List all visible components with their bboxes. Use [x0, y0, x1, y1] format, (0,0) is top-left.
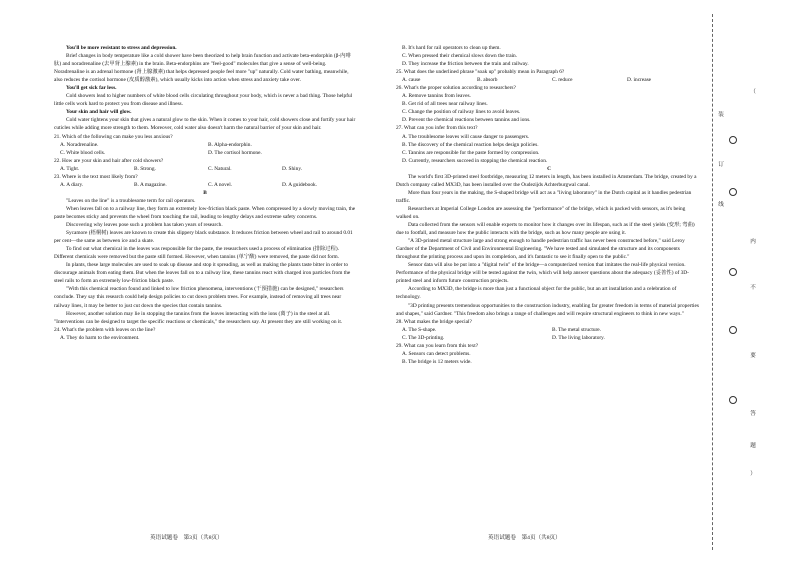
option: D. A guidebook.	[282, 181, 318, 188]
passage-label: C	[547, 165, 551, 172]
option: B. The discovery of the chemical reaction helps design policies.	[402, 141, 539, 148]
binding-line	[712, 14, 714, 550]
option-row	[396, 326, 702, 334]
footer-right: 英语试题卷 第4页（共8页）	[488, 535, 561, 541]
paragraph: Sensor data will also be put into a "digital twin" of the bridge—a computerized version that imitates the real-life physical version. Performance of the physical bridge will be tested against the twin, which will help answer questions about the adequacy (妥善性) of 3D-printed steel and inform future construction projects.	[396, 262, 689, 285]
paragraph: Researchers at Imperial College London are assessing the "performance" of the bridge, which is packed with sensors, as it's being walked on.	[396, 205, 686, 220]
binding-hole-circle	[729, 326, 737, 334]
option: B. absorb	[477, 77, 498, 84]
passage-label: B	[203, 189, 207, 196]
question: 21. Which of the following can make you less anxious?	[54, 133, 173, 140]
left-column	[54, 44, 356, 342]
binding-label-1: 装	[718, 112, 724, 118]
option: A. Tight.	[60, 165, 80, 172]
option: A. Remove tannins from leaves.	[402, 93, 471, 100]
option: D. The cortisol hormone.	[208, 149, 262, 156]
option-row	[54, 165, 356, 173]
option: D. increase	[627, 77, 652, 84]
margin-note-char: 答	[750, 411, 756, 417]
binding-hole-circle	[729, 136, 737, 144]
option: B. The metal structure.	[552, 326, 602, 333]
margin-note-char: 不	[750, 285, 756, 291]
option-row	[396, 76, 702, 84]
question: 25. What does the underlined phrase "soak up" probably mean in Paragraph 6?	[396, 69, 565, 76]
paragraph: More than four years in the making, the S-shaped bridge will act as a "living laboratory" in the Dutch capital as it handles pedestrian traffic.	[396, 189, 692, 204]
option: C. The 3D-printing.	[402, 334, 445, 341]
option: A. A diary.	[60, 181, 84, 188]
option: C. reduce	[552, 77, 573, 84]
option: A. Noradrenaline.	[60, 141, 99, 148]
binding-hole-circle	[729, 396, 737, 404]
paragraph: Sycamore (梧桐树) leaves are known to create this slippery black substance. It reduces friction between wheel and rail to around 0.01 per cent—the same as between ice and a skate.	[54, 230, 353, 245]
question: 23. Where is the text most likely from?	[54, 173, 138, 180]
paragraph: "With this chemical reaction found and linked to low friction phenomena, interventions (干预措施) can be designed," researchers conclude. They say this research could help design policies to cut down problem trees. For example, instead of removing all trees near railway lines, it may be better to just cut down the species that contain tannins.	[54, 286, 344, 309]
question: 29. What can you learn from this text?	[396, 342, 479, 349]
option: A. cause	[402, 77, 421, 84]
option: B. A magazine.	[134, 181, 167, 188]
option: D. They increase the friction between the train and railway.	[402, 61, 529, 68]
section-heading: You'll get sick far less.	[66, 85, 117, 92]
option: A. Sensors can detect problems.	[402, 350, 471, 357]
margin-note-char: 要	[750, 353, 756, 359]
option: A. The S-shape.	[402, 326, 437, 333]
paragraph: According to MX3D, the bridge is more than just a functional object for the public, but an art installation and a celebration of technology.	[396, 286, 677, 301]
paragraph: In plants, these large molecules are used to soak up disease and stop it spreading, as well as making the plants taste bitter in order to discourage animals from eating them. But when the leaves fall on to a railway line, these tannins react with charged iron particles from the steel rails to form an extremely low-friction black paste.	[54, 262, 351, 285]
question: 28. What makes the bridge special?	[396, 318, 472, 325]
paragraph: However, another solution may lie in stopping the tannins from the leaves interacting with the ions (离子) in the steel at all. "Interventions can be designed to target the specific reactions or chemicals," the researchers say. At present they are still working on it.	[54, 310, 343, 325]
option: C. A novel.	[208, 181, 233, 188]
paragraph: To find out what chemical in the leaves was responsible for the paste, the researchers used a process of elimination (排除过程). Different chemicals were removed but the paste still formed. However, when tannins (单宁酸) were removed, the paste did not form.	[54, 246, 340, 261]
paragraph: "3D printing presents tremendous opportunities to the construction industry, enabling far greater freedom in terms of material properties and shapes," said Gardner. "This freedom also brings a range of challenges and will require structural engineers to think in new ways."	[396, 302, 699, 317]
option-row	[396, 334, 702, 342]
option: B. Get rid of all trees near railway lines.	[402, 101, 488, 108]
option: B. Alpha-endorphin.	[208, 141, 252, 148]
option: C. White blood cells.	[60, 149, 106, 156]
paragraph: "A 3D-printed metal structure large and strong enough to handle pedestrian traffic has never been constructed before," said Leroy Gardner of the Department of Civil and Environmental Engineering. "We have tested and simulated the structure and its components throughout the printing process and upon its completion, and it's fantastic to see it finally open to the public."	[396, 238, 685, 261]
option: B. It's hard for rail operators to clean up them.	[402, 45, 501, 51]
right-column	[396, 44, 702, 366]
paragraph: Cold showers lead to higher numbers of white blood cells circulating throughout your body, which is never a bad thing. Those helpful little cells work hard to protect you from disease and illness.	[54, 93, 353, 108]
section-heading: You'll be more resistant to stress and depression.	[66, 45, 177, 51]
binding-label-2: 订	[718, 162, 724, 168]
option: C. Tannins are responsible for the paste formed by compression.	[402, 149, 540, 156]
option-row	[54, 141, 356, 149]
option: C. Change the position of railway lines to avoid leaves.	[402, 109, 521, 116]
option: C. When pressed their chemical slows down the train.	[402, 53, 518, 60]
question: 24. What's the problem with leaves on the line?	[54, 326, 156, 333]
option-row	[54, 149, 356, 157]
margin-note-char: （	[750, 89, 756, 95]
paragraph: The world's first 3D-printed steel footbridge, measuring 12 meters in length, has been installed in Amsterdam. The bridge, created by a Dutch company called MX3D, has been installed over the Oudezijds Achterburgwal canal.	[396, 173, 697, 188]
paragraph: Discovering why leaves pose such a problem has taken years of research.	[66, 222, 223, 229]
paragraph: Brief changes in body temperature like a cold shower have been theorized to help brain function and activate beta-endorphin (β-内啡肽) and noradrenaline (去甲肾上腺素) in the brain. Beta-endorphins are "feel-good" molecules that give a sense of well-being. Noradrenaline is an adrenal hormone (肾上腺激素) that helps depressed people feel more "up" naturally. Cold water bathing, meanwhile, also reduces the cortisol hormone (皮质醇激素), which usually kicks into action when stress and anxiety take over.	[54, 53, 351, 84]
option-row	[54, 181, 356, 189]
option: D. Shiny.	[282, 165, 302, 172]
section-heading: Your skin and hair will glow.	[66, 109, 132, 116]
option: D. Currently, researchers succeed in stopping the chemical reaction.	[402, 157, 548, 164]
option: B. The bridge is 12 meters wide.	[402, 358, 472, 365]
option: D. Prevent the chemical reactions between tannins and ions.	[402, 117, 531, 124]
binding-label-3: 线	[718, 202, 724, 208]
paragraph: When leaves fall on to a railway line, they form an extremely low-friction black paste. When compressed by a slowly moving train, the paste becomes sticky and prevents the wheel from touching the rail, leading to lengthy delays and extreme safety concerns.	[54, 205, 356, 220]
paragraph: Cold water tightens your skin that gives a natural glow to the skin. When it comes to your hair, cold showers close and fortify your hair cuticles while adding more strength to them. Moreover, cold water also doesn't harm the natural barrier of your skin and hair.	[54, 117, 356, 132]
option: D. The living laboratory.	[552, 334, 605, 341]
footer-left: 英语试题卷 第3页（共8页）	[150, 535, 223, 541]
margin-note-char: 题	[750, 443, 756, 449]
question: 26. What's the proper solution according to researchers?	[396, 85, 516, 92]
margin-note-char: ）	[750, 471, 756, 477]
option: A. They do harm to the environment.	[60, 334, 140, 341]
question: 27. What can you infer from this text?	[396, 125, 478, 132]
option: A. The troublesome leaves will cause danger to passengers.	[402, 133, 530, 140]
option: B. Strong.	[134, 165, 156, 172]
margin-note-char: 内	[750, 239, 756, 245]
option: C. Natural.	[208, 165, 232, 172]
paragraph: Data collected from the sensors will enable experts to monitor how it changes over its lifespan, such as if the steel yields (变形; 弯曲) due to footfall, and measure how the public interacts with the bridge, such as how many people are using it.	[396, 222, 695, 237]
binding-hole-circle	[729, 268, 737, 276]
paragraph: "Leaves on the line" is a troublesome term for rail operators.	[66, 197, 196, 204]
question: 22. How are your skin and hair after cold showers?	[54, 157, 164, 164]
binding-hole-circle	[729, 188, 737, 196]
